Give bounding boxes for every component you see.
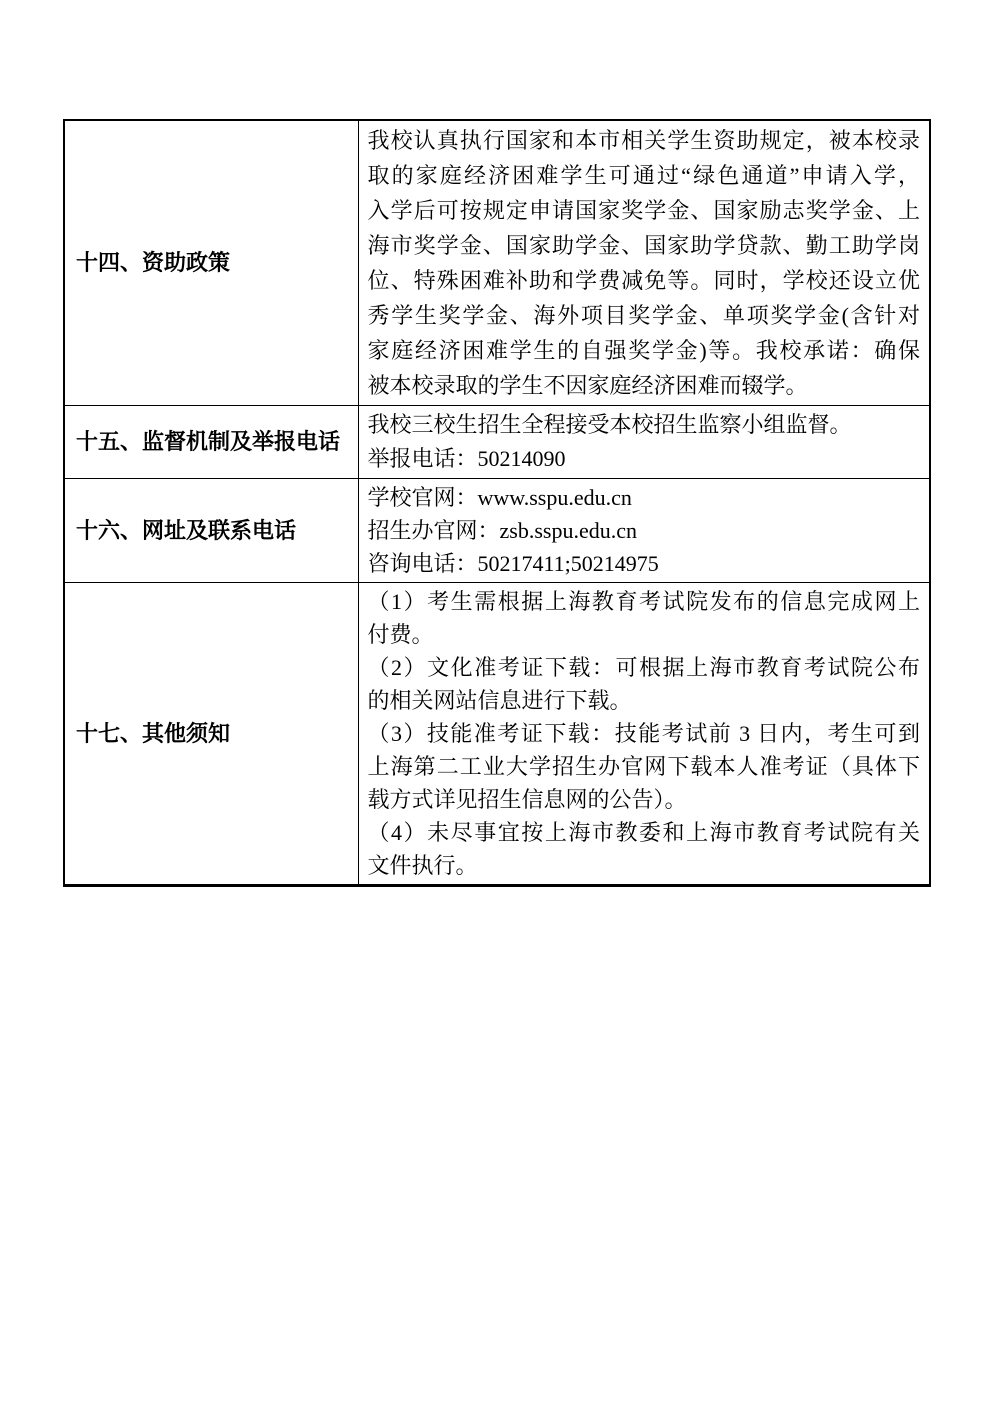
table-row [64,583,930,886]
content-line: 我校认真执行国家和本市相关学生资助规定，被本校录 [367,128,920,153]
row-label: 十五、监督机制及举报电话 [64,406,358,479]
content-line: 付费。 [367,622,434,647]
content-line: 上海第二工业大学招生办官网下载本人准考证（具体下 [367,754,920,779]
table-row [64,406,930,479]
content-line: 载方式详见招生信息网的公告）。 [367,787,687,812]
table-body [64,120,930,886]
content-line: （4）未尽事宜按上海市教委和上海市教育考试院有关 [367,820,920,845]
content-line: （1）考生需根据上海教育考试院发布的信息完成网上 [367,589,920,614]
row-content [358,120,930,406]
table-row [64,479,930,583]
row-label: 十四、资助政策 [64,120,358,406]
content-line: 招生办官网：zsb.sspu.edu.cn [367,518,637,543]
row-content [358,479,930,583]
content-line: 位、特殊困难补助和学费减免等。同时，学校还设立优 [367,268,920,293]
content-line: 入学后可按规定申请国家奖学金、国家励志奖学金、上 [367,198,920,223]
content-line: 海市奖学金、国家助学金、国家助学贷款、勤工助学岗 [367,233,920,258]
admissions-info-table [63,119,931,887]
content-line: 咨询电话：50217411;50214975 [367,551,659,576]
content-line: 我校三校生招生全程接受本校招生监察小组监督。 [367,412,852,437]
row-label: 十六、网址及联系电话 [64,479,358,583]
row-label: 十七、其他须知 [64,583,358,886]
content-line: 秀学生奖学金、海外项目奖学金、单项奖学金(含针对 [367,303,920,328]
content-line: 被本校录取的学生不因家庭经济困难而辍学。 [367,373,808,398]
content-line: （2）文化准考证下载：可根据上海市教育考试院公布 [367,655,920,680]
content-line: 家庭经济困难学生的自强奖学金)等。我校承诺：确保 [367,338,920,363]
table-row [64,120,930,406]
content-line: 取的家庭经济困难学生可通过“绿色通道”申请入学， [367,163,920,188]
content-line: 的相关网站信息进行下载。 [367,688,632,713]
content-line: 举报电话：50214090 [367,446,566,471]
row-content [358,583,930,886]
content-line: 文件执行。 [367,853,478,878]
content-line: 学校官网：www.sspu.edu.cn [367,485,632,510]
content-line: （3）技能准考证下载：技能考试前 3 日内，考生可到 [367,721,920,746]
row-content [358,406,930,479]
